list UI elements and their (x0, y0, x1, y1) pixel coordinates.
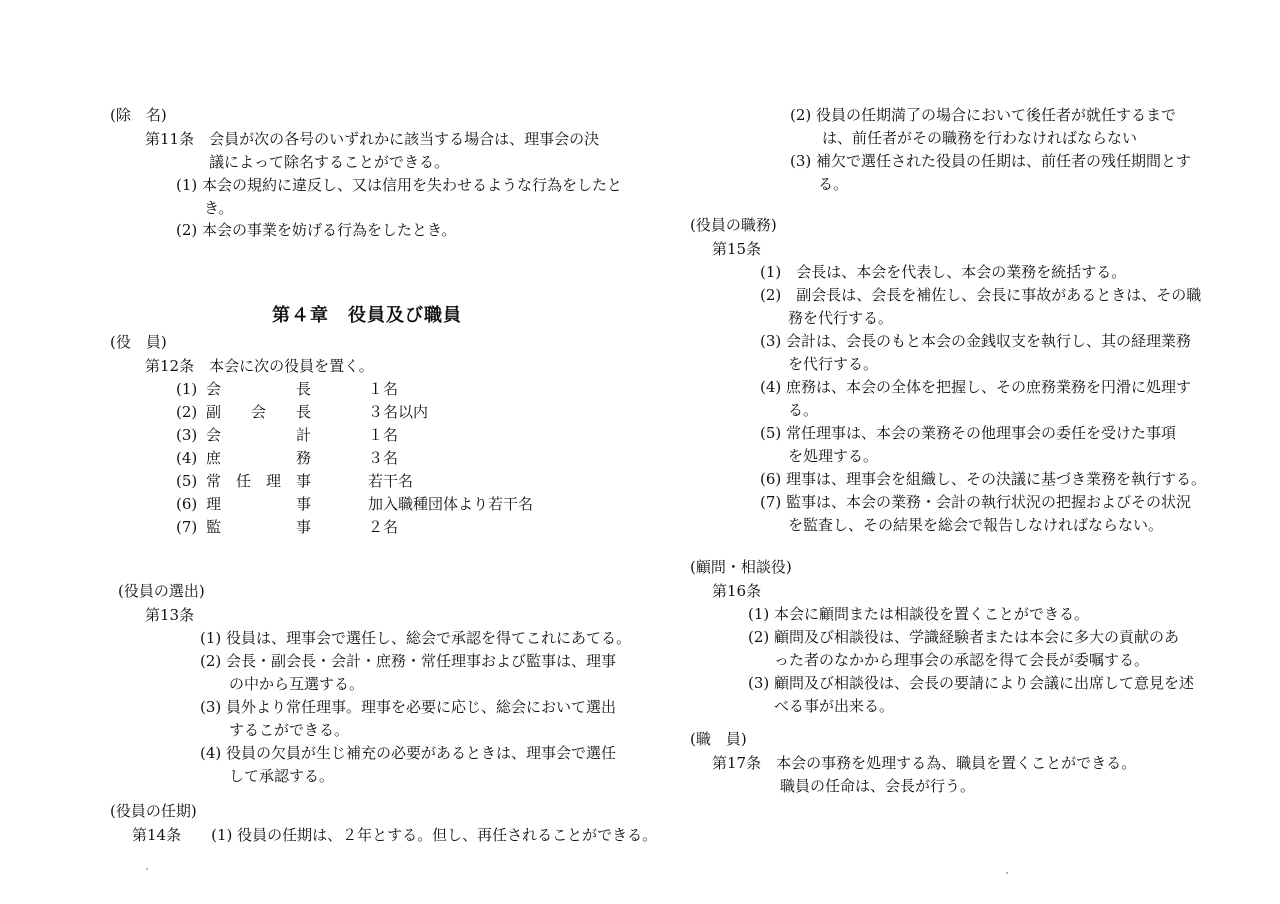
article-15-item-1: (1) 会長は、本会を代表し、本会の業務を統括する。 (760, 263, 1127, 281)
article-11-line-1: 第11条 会員が次の各号のいずれかに該当する場合は、理事会の決 (145, 130, 600, 148)
article-14-item-3-line-2: る。 (818, 175, 849, 193)
officer-count: １名 (368, 426, 399, 444)
officer-count: ３名以内 (368, 403, 429, 421)
section-heading-yakuin: (役 員) (110, 333, 167, 351)
article-11-item-1-line-2: き。 (204, 199, 234, 217)
article-13-item-2-line-2: の中から互選する。 (229, 675, 365, 693)
article-14-item-3-line-1: (3) 補欠で選任された役員の任期は、前任者の残任期間とす (790, 152, 1192, 170)
officer-no: (3) (176, 426, 198, 444)
section-heading-jomei: (除 名) (110, 106, 167, 124)
officer-count: 若干名 (368, 472, 414, 490)
article-11-item-2: (2) 本会の事業を妨げる行為をしたとき。 (176, 221, 457, 239)
section-heading-shokumu: (役員の職務) (690, 216, 777, 234)
article-15-item-5-line-2: を処理する。 (788, 447, 879, 465)
officer-count: １名 (368, 380, 399, 398)
article-16: 第16条 (712, 582, 762, 600)
officer-no: (1) (176, 380, 198, 398)
article-13-item-4-line-1: (4) 役員の欠員が生じ補充の必要があるときは、理事会で選任 (200, 744, 617, 762)
article-14-item-2-line-1: (2) 役員の任期満了の場合において後任者が就任するまで (790, 106, 1177, 124)
article-14-item-1: 第14条 (1) 役員の任期は、２年とする。但し、再任されることができる。 (132, 826, 658, 844)
article-13-item-4-line-2: して承認する。 (229, 767, 335, 785)
section-heading-ninki: (役員の任期) (110, 802, 197, 820)
chapter-4-title: 第４章 役員及び職員 (272, 305, 462, 326)
article-16-item-3-line-2: べる事が出来る。 (774, 697, 895, 715)
article-17-line-2: 職員の任命は、会長が行う。 (780, 777, 976, 795)
article-17-line-1: 第17条 本会の事務を処理する為、職員を置くことができる。 (712, 754, 1137, 772)
article-11-line-2: 議によって除名することができる。 (209, 153, 450, 171)
officer-title: 常 任 理 事 (206, 472, 312, 490)
article-16-item-1: (1) 本会に顧問または相談役を置くことができる。 (748, 605, 1090, 623)
section-heading-shokuin: (職 員) (690, 730, 747, 748)
officer-title: 会 長 (206, 380, 312, 398)
article-16-item-3-line-1: (3) 顧問及び相談役は、会長の要請により会議に出席して意見を述 (748, 674, 1195, 692)
article-15-item-4-line-2: る。 (788, 401, 819, 419)
article-15-item-3-line-1: (3) 会計は、会長のもと本会の金銭収支を執行し、其の経理業務 (760, 332, 1192, 350)
officer-title: 庶 務 (206, 449, 312, 467)
section-heading-senshutsu: (役員の選出) (118, 582, 205, 600)
officer-count: ３名 (368, 449, 399, 467)
officer-count: ２名 (368, 518, 399, 536)
officer-title: 会 計 (206, 426, 312, 444)
officer-count: 加入職種団体より若干名 (368, 495, 534, 513)
article-14-item-2-line-2: は、前任者がその職務を行わなければならない (822, 129, 1138, 147)
article-12: 第12条 本会に次の役員を置く。 (145, 357, 374, 375)
officer-no: (7) (176, 518, 198, 536)
article-13-item-2-line-1: (2) 会長・副会長・会計・庶務・常任理事および監事は、理事 (200, 652, 617, 670)
scan-speck (146, 868, 148, 870)
article-15-item-2-line-1: (2) 副会長は、会長を補佐し、会長に事故があるときは、その職 (760, 286, 1202, 304)
article-13-item-3-line-2: するこができる。 (229, 721, 350, 739)
article-15-item-5-line-1: (5) 常任理事は、本会の業務その他理事会の委任を受けた事項 (760, 424, 1177, 442)
section-heading-komon: (顧問・相談役) (690, 558, 792, 576)
article-15-item-3-line-2: を代行する。 (788, 355, 879, 373)
article-15-item-7-line-2: を監査し、その結果を総会で報告しなければならない。 (788, 516, 1164, 534)
article-13-item-3-line-1: (3) 員外より常任理事。理事を必要に応じ、総会において選出 (200, 698, 617, 716)
officer-no: (6) (176, 495, 198, 513)
officer-no: (5) (176, 472, 198, 490)
officer-title: 副 会 長 (206, 403, 312, 421)
article-15-item-2-line-2: 務を代行する。 (788, 309, 894, 327)
article-11-item-1-line-1: (1) 本会の規約に違反し、又は信用を失わせるような行為をしたと (176, 176, 623, 194)
article-15-item-6: (6) 理事は、理事会を組織し、その決議に基づき業務を執行する。 (760, 470, 1207, 488)
article-13-item-1: (1) 役員は、理事会で選任し、総会で承認を得てこれにあてる。 (200, 629, 632, 647)
article-15: 第15条 (712, 240, 762, 258)
officer-title: 監 事 (206, 518, 312, 536)
scan-speck (1006, 872, 1008, 874)
officer-title: 理 事 (206, 495, 312, 513)
article-15-item-4-line-1: (4) 庶務は、本会の全体を把握し、その庶務業務を円滑に処理す (760, 378, 1192, 396)
officer-no: (4) (176, 449, 198, 467)
article-16-item-2-line-2: った者のなかから理事会の承認を得て会長が委嘱する。 (774, 651, 1150, 669)
officer-no: (2) (176, 403, 198, 421)
article-16-item-2-line-1: (2) 顧問及び相談役は、学識経験者または本会に多大の貢献のあ (748, 628, 1180, 646)
article-13: 第13条 (145, 606, 195, 624)
article-15-item-7-line-1: (7) 監事は、本会の業務・会計の執行状況の把握およびその状況 (760, 493, 1192, 511)
